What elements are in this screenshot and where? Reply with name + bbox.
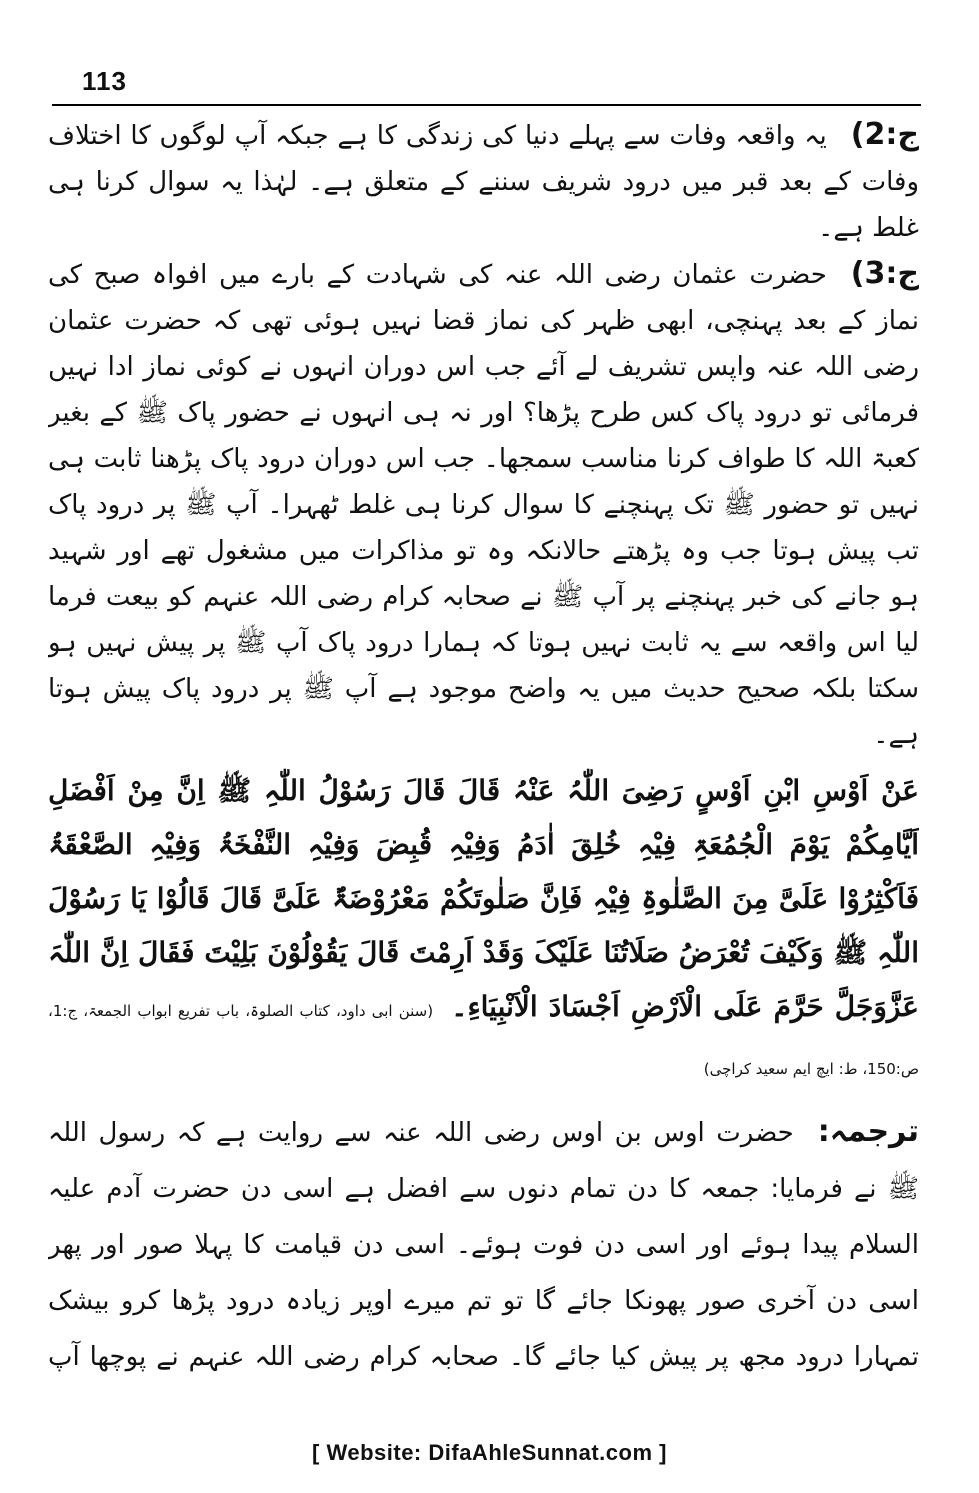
answer-2-text: یہ واقعہ وفات سے پہلے دنیا کی زندگی کا ہے جبکہ آپ لوگوں کا اختلاف وفات کے بعد قبر میں درود شریف سننے کے متعلق ہے۔ لہٰذا یہ سوال کرنا ہی غلط ہے۔ [48, 121, 919, 243]
answer-3-text: حضرت عثمان رضی اللہ عنہ کی شہادت کے بارے میں افواہ صبح کی نماز کے بعد پہنچی، ابھی ظہر کی نماز قضا نہیں ہوئی تھی کہ حضرت عثمان رضی اللہ عنہ واپس تشریف لے آئے جب اس دوران انہوں نے کوئی نماز ادا نہیں فرمائی تو درود پاک کس طرح پڑھا؟ اور نہ ہی انہوں نے حضور پاک ﷺ کے بغیر کعبۃ اللہ کا طواف کرنا مناسب سمجھا۔ جب اس دوران درود پاک پڑھنا ثابت ہی نہیں تو حضور ﷺ تک پہنچنے کا سوال کرنا ہی غلط ٹھہرا۔ آپ ﷺ پر درود پاک تب پیش ہوتا جب وہ پڑھتے حالانکہ وہ تو مذاکرات میں مشغول تھے اور شہید ہو جانے کی خبر پہنچنے پر آپ ﷺ نے صحابہ کرام رضی اللہ عنہم کو بیعت فرما لیا اس واقعہ سے یہ ثابت نہیں ہوتا کہ ہمارا درود پاک آپ ﷺ پر پیش نہیں ہو سکتا بلکہ صحیح حدیث میں یہ واضح موجود ہے آپ ﷺ پر درود پاک پیش ہوتا ہے۔ [48, 260, 919, 750]
page-body [48, 112, 919, 1383]
hadith-citation: (سنن ابی داود، کتاب الصلوۃ، باب تفریع ابواب الجمعۃ، ج:1، ص:150، ط: ایچ ایم سعید کراچی) [48, 1002, 919, 1078]
answer-2 [48, 112, 919, 251]
hadith-text: عَنْ اَوْسِ ابْنِ اَوْسٍ رَضِیَ اللّٰہُ عَنْہُ قَالَ قَالَ رَسُوْلُ اللّٰہِ ﷺ اِنَّ مِنْ اَفْضَلِ اَیَّامِکُمْ یَوْمَ الْجُمُعَۃِ فِیْہِ خُلِقَ اٰدَمُ وَفِیْہِ قُبِضَ وَفِیْہِ النَّفْخَۃُ وَفِیْہِ الصَّعْقَۃُ فَاَکْثِرُوْا عَلَیَّ مِنَ الصَّلٰوۃِ فِیْہِ فَاِنَّ صَلٰوتَکُمْ مَعْرُوْضَۃٌ عَلَیَّ قَالَ قَالُوْا یَا رَسُوْلَ اللّٰہِ ﷺ وَکَیْفَ تُعْرَضُ صَلَاتُنَا عَلَیْکَ وَقَدْ اَرِمْتَ قَالَ یَقُوْلُوْنَ بَلِیْتَ فَقَالَ اِنَّ اللّٰہَ عَزَّوَجَلَّ حَرَّمَ عَلَی الْاَرْضِ اَجْسَادَ الْاَنْبِیَاءِ۔ [48, 774, 919, 1023]
header-divider [52, 104, 921, 106]
website-footer: [ Website: DifaAhleSunnat.com ] [312, 1440, 667, 1465]
hadith-arabic [48, 764, 919, 1096]
answer-3 [48, 251, 919, 758]
page-number: 113 [82, 66, 127, 96]
translation-paragraph [48, 1104, 919, 1383]
translation-label: ترجمہ: [817, 1114, 919, 1149]
translation-text: حضرت اوس بن اوس رضی اللہ عنہ سے روایت ہے کہ رسول اللہ ﷺ نے فرمایا: جمعہ کا دن تمام دنوں سے افضل ہے اسی دن حضرت آدم علیہ السلام پیدا ہوئے اور اسی دن فوت ہوئے۔ اسی دن قیامت کا پہلا صور اور پھر اسی دن آخری صور پھونکا جائے گا تو تم میرے اوپر زیادہ درود پڑھا کرو بیشک تمہارا درود مجھ پر پیش کیا جائے گا۔ صحابہ کرام رضی اللہ عنہم نے پوچھا آپ [48, 1118, 919, 1372]
answer-2-label: ج:2) [850, 117, 919, 152]
answer-3-label: ج:3) [850, 256, 919, 291]
